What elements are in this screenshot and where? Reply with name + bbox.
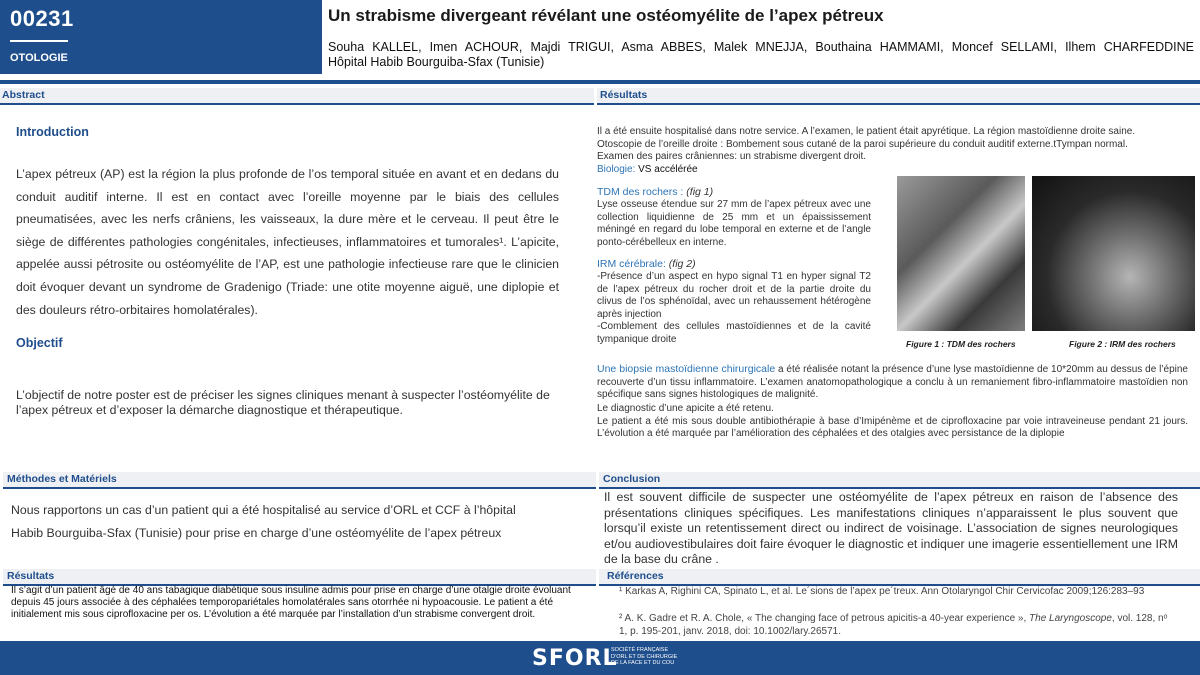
results-exam-line-2: Otoscopie de l’oreille droite : Bombement sous cutané de la paroi supérieure du conduit auditif externe.tTympan normal. <box>597 138 1128 150</box>
diagnostic-line: Le diagnostic d’une apicite a été retenu. <box>597 403 774 414</box>
introduction-heading: Introduction <box>16 125 89 139</box>
introduction-text: L’apex pétreux (AP) est la région la plus profonde de l’os temporal située en avant et en dedans du conduit auditif interne. Il est en contact avec l’oreille moyenne par le biais des cellules pneumatisées, avec les nerfs crâniens, les vaisseaux, la dure mère et le cerveau. Il peut être le siège de différentes pathologies congénitales, infectieuses, inflammatoires et tumorales¹. L’apicite, appelée aussi pétrosite ou ostéomyélite de l’AP, est une pathologie infectieuse rare que le clinicien doit évoquer devant un syndrome de Gradenigo (Triade: une otite moyenne aiguë, une diplopie et des douleurs rétro-orbitaires homolatérales). <box>16 167 559 317</box>
section-bar-abstract: Abstract <box>0 88 594 105</box>
objectif-text: L’objectif de notre poster est de préciser les signes cliniques menant à suspecter l’ostéomyélite de l’apex pétreux et d’exposer la démarche diagnostique et thérapeutique. <box>16 388 550 417</box>
tdm-heading <box>597 186 713 199</box>
sforl-logo: SFORL <box>532 646 618 671</box>
authors-line: Souha KALLEL, Imen ACHOUR, Majdi TRIGUI, Asma ABBES, Malek MNEJJA, Bouthaina HAMMAMI, Moncef SELLAMI, Ilhem CHARFEDDINE <box>328 40 1194 54</box>
biopsy-paragraph <box>597 363 1188 402</box>
irm-text-2: -Comblement des cellules mastoïdiennes et de la cavité tympanique droite <box>597 321 871 345</box>
figure-1-ct-image <box>897 176 1025 331</box>
id-divider <box>10 40 68 42</box>
affiliation-line: Hôpital Habib Bourguiba-Sfax (Tunisie) <box>328 55 545 69</box>
reference-2 <box>619 613 1169 638</box>
section-bar-references: Références <box>599 569 1200 586</box>
tdm-text: Lyse osseuse étendue sur 27 mm de l’apex pétreux avec une collection liquidienne de 25 mm et un épaississement méningé en regard du lobe temporal en externe et de l’angle ponto-cérébelleux en interne. <box>597 199 871 248</box>
reference-1: ¹ Karkas A, Righini CA, Spinato L, et al. Le´sions de l’apex pe´treux. Ann Otolaryngol Chir Cervicofac 2009;126:283–93 <box>619 586 1145 597</box>
sforl-logo-subtitle: SOCIÉTÉ FRANÇAISE D’ORL ET DE CHIRURGIE DE LA FACE ET DU COU <box>611 647 678 666</box>
biologie-label: Biologie: <box>597 163 639 175</box>
section-bar-resultats-right: Résultats <box>597 88 1200 105</box>
biologie-value: VS accélérée <box>638 163 698 175</box>
figure-2-caption: Figure 2 : IRM des rochers <box>1069 339 1176 349</box>
results-exam-line-3: Examen des paires crâniennes: un strabisme divergent droit. <box>597 151 867 162</box>
irm-fig-ref: (fig 2) <box>668 258 696 270</box>
results-exam-line-1: Il a été ensuite hospitalisé dans notre service. A l’examen, le patient était apyrétique. La région mastoïdienne droite saine. <box>597 126 1136 137</box>
irm-heading <box>597 258 696 271</box>
section-bar-conclusion: Conclusion <box>599 472 1200 489</box>
section-bar-methodes: Méthodes et Matériels <box>3 472 596 489</box>
biopsy-label: Une biopsie mastoïdienne chirurgicale <box>597 363 776 375</box>
methods-line-2: Habib Bourguiba-Sfax (Tunisie) pour prise en charge d’une ostéomyélite de l’apex pétreux <box>11 526 502 540</box>
irm-text-1: -Présence d’un aspect en hypo signal T1 en hyper signal T2 de l’apex pétreux du rocher droit et de la partie droite du clivus de l’os sphénoïdal, avec un rehaussement hétérogène après injection <box>597 271 871 320</box>
category-label: OTOLOGIE <box>10 52 68 64</box>
reference-2-authors: ² A. K. Gadre et R. A. Chole, « The changing face of petrous apicitis-a 40-year experience », <box>619 613 1030 624</box>
conclusion-text: Il est souvent difficile de suspecter une ostéomyélite de l’apex pétreux en raison de l’absence des présentations cliniques spécifiques. Les manifestations cliniques n’apparaissent le plus souvent que lorsqu’il existe un retentissement direct ou indirect de voisinage. L’association de signes neurologiques et/ou audiovestibulaires doit faire évoquer le diagnostic et indiquer une imagerie essentiellement une IRM de la base du crâne . <box>604 490 1178 566</box>
poster-title: Un strabisme divergeant révélant une ostéomyélite de l’apex pétreux <box>328 6 884 25</box>
methods-line-1: Nous rapportons un cas d’un patient qui a été hospitalisé au service d’ORL et CCF à l’hôpital <box>11 503 516 517</box>
figure-1-caption: Figure 1 : TDM des rochers <box>906 339 1016 349</box>
results-left-text: Il s’agit d’un patient âgé de 40 ans tabagique diabétique sous insuline admis pour prise en charge d’une otalgie droite évoluant depuis 45 jours associée à des céphalées temporopariétales homolatérales sans otorrhée ni hypoacousie. Le patient a été initialement mis sous ciprofloxacine per os. L’évolution a été marquée par l’installation d’un strabisme convergent droit. <box>11 585 571 620</box>
objectif-heading: Objectif <box>16 336 63 350</box>
treatment-text: Le patient a été mis sous double antibiothérapie à base d’Imipénème et de ciprofloxacine par voie intraveineuse pendant 21 jours. L’évolution a été marquée par l’amélioration des céphalées et des otalgies avec persistance de la diplopie <box>597 415 1188 439</box>
reference-2-details: , vol. 128, nᵒ 1, p. 195‑201, janv. 2018, doi: 10.1002/lary.26571. <box>619 613 1168 637</box>
irm-label: IRM cérébrale: <box>597 258 669 270</box>
biopsy-text: a été réalisée notant la présence d’une lyse mastoïdienne de 10*20mm au dessus de l’épine recouverte d’un tissu inflammatoire. L’examen anatomopathologique a conclu à un remaniement fibro-inflammatoire mastoïdien non spécifique sans signes histologiques de malignité. <box>597 364 1188 400</box>
header-rule <box>0 80 1200 84</box>
biologie-line <box>597 164 698 177</box>
tdm-fig-ref: (fig 1) <box>686 186 714 198</box>
poster-id: 00231 <box>10 6 74 31</box>
figure-2-mri-image <box>1032 176 1195 331</box>
tdm-label: TDM des rochers : <box>597 186 687 198</box>
section-bar-resultats-left: Résultats <box>3 569 596 586</box>
reference-2-journal: The Laryngoscope <box>1029 613 1112 624</box>
